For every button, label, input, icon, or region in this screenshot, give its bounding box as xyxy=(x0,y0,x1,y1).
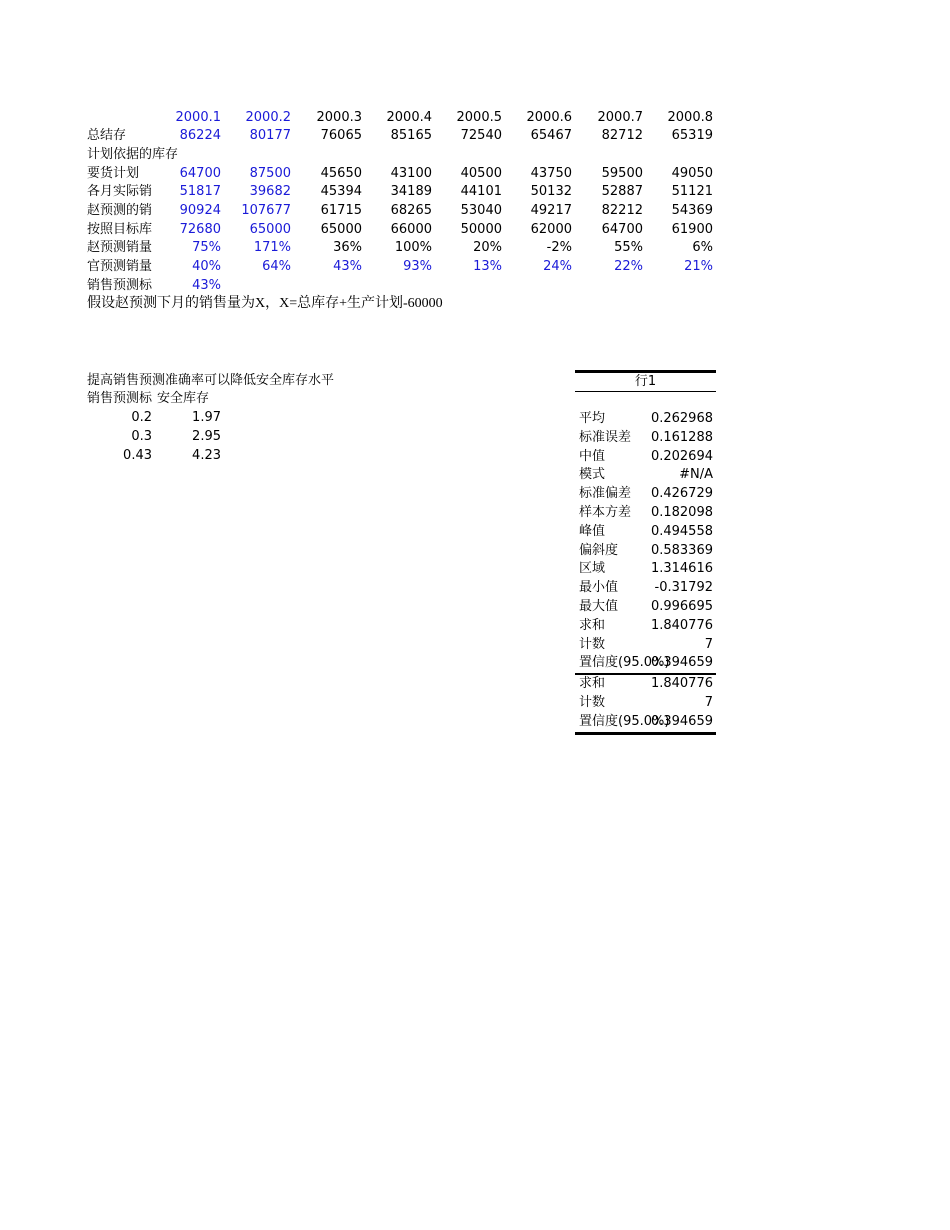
row-label[interactable]: 销售预测标 xyxy=(87,278,153,293)
row-label[interactable]: 赵预测销量 xyxy=(87,240,153,255)
assumption-text[interactable]: 假设赵预测下月的销售量为X，X=总库存+生产计划-60000 xyxy=(87,296,443,311)
table-row xyxy=(0,239,950,257)
table-row xyxy=(0,127,950,145)
stats-label[interactable]: 求和 xyxy=(579,676,606,692)
value-cell[interactable]: 61900 xyxy=(671,222,713,237)
note-text[interactable]: 提高销售预测准确率可以降低安全库存水平 xyxy=(87,373,335,388)
safety-header-row xyxy=(0,390,950,408)
table-row xyxy=(0,146,950,164)
stats-row xyxy=(575,617,716,636)
period-cell[interactable]: 2000.6 xyxy=(526,110,572,125)
stats-row xyxy=(575,410,716,429)
value-cell[interactable]: 65319 xyxy=(671,128,713,143)
period-cell[interactable]: 2000.5 xyxy=(456,110,502,125)
period-cell[interactable]: 2000.2 xyxy=(245,110,291,125)
value-cell[interactable]: 43750 xyxy=(530,166,572,181)
value-cell[interactable]: -2% xyxy=(546,240,572,255)
safety-header-a[interactable]: 销售预测标 xyxy=(87,391,153,406)
stats-value[interactable]: 0.426729 xyxy=(650,486,713,502)
value-cell[interactable]: 87500 xyxy=(249,166,291,181)
stats-extra-row xyxy=(575,694,716,713)
value-cell[interactable]: 65467 xyxy=(530,128,572,143)
stats-label[interactable]: 峰值 xyxy=(579,523,606,539)
stats-value[interactable]: 1.314616 xyxy=(650,561,713,577)
row-label[interactable]: 官预测销量 xyxy=(87,259,153,274)
stats-label[interactable]: 计数 xyxy=(579,694,606,710)
stats-value[interactable]: 1.840776 xyxy=(650,676,713,692)
stats-value[interactable]: #N/A xyxy=(679,467,713,483)
value-cell[interactable]: 54369 xyxy=(671,203,713,218)
value-cell[interactable]: 24% xyxy=(543,259,572,274)
period-cell[interactable]: 2000.3 xyxy=(316,110,362,125)
period-cell[interactable]: 2000.8 xyxy=(667,110,713,125)
stats-label[interactable]: 最小值 xyxy=(579,580,619,596)
value-cell[interactable]: 40% xyxy=(192,259,221,274)
stats-row xyxy=(575,523,716,542)
period-cell[interactable]: 2000.7 xyxy=(597,110,643,125)
stats-row xyxy=(575,636,716,655)
safety-b[interactable]: 1.97 xyxy=(192,410,221,425)
value-cell[interactable]: 171% xyxy=(253,240,291,255)
stats-label[interactable]: 最大值 xyxy=(579,598,619,614)
row-label[interactable]: 各月实际销 xyxy=(87,184,153,199)
value-cell[interactable]: 51817 xyxy=(179,184,221,199)
stats-value[interactable]: 0.583369 xyxy=(650,542,713,558)
stats-extra-row xyxy=(575,713,716,735)
row-label[interactable]: 总结存 xyxy=(87,128,127,143)
table-row xyxy=(0,221,950,239)
safety-row xyxy=(0,409,950,427)
value-cell[interactable]: 65000 xyxy=(249,222,291,237)
row-label[interactable]: 赵预测的销 xyxy=(87,203,153,218)
stats-row xyxy=(575,485,716,504)
stats-value[interactable]: 0.182098 xyxy=(650,504,713,520)
value-cell[interactable]: 51121 xyxy=(671,184,713,199)
period-cell[interactable]: 2000.4 xyxy=(386,110,432,125)
stats-value[interactable]: 0.262968 xyxy=(650,411,713,426)
value-cell[interactable]: 43% xyxy=(333,259,362,274)
value-cell[interactable]: 65000 xyxy=(320,222,362,237)
stats-label[interactable]: 标准偏差 xyxy=(579,486,632,502)
stats-value[interactable]: 7 xyxy=(704,694,713,710)
table-row xyxy=(0,258,950,276)
table-row xyxy=(0,165,950,183)
stats-row xyxy=(575,466,716,485)
value-cell[interactable]: 82212 xyxy=(601,203,643,218)
stats-label[interactable]: 样本方差 xyxy=(579,504,632,520)
row-label[interactable]: 计划依据的库存 xyxy=(87,147,179,162)
stats-label[interactable]: 中值 xyxy=(579,448,606,464)
stats-row xyxy=(575,542,716,561)
table-row xyxy=(0,202,950,220)
stats-value[interactable]: 0.202694 xyxy=(650,448,713,464)
safety-a[interactable]: 0.2 xyxy=(131,410,152,425)
value-cell[interactable]: 64% xyxy=(262,259,291,274)
safety-row xyxy=(0,447,950,465)
period-cell[interactable]: 2000.1 xyxy=(175,110,221,125)
stats-row xyxy=(575,598,716,617)
value-cell[interactable]: 64700 xyxy=(601,222,643,237)
value-cell[interactable]: 21% xyxy=(684,259,713,274)
stats-value[interactable]: 0.996695 xyxy=(650,598,713,614)
value-cell[interactable]: 55% xyxy=(614,240,643,255)
value-cell[interactable]: 85165 xyxy=(390,128,432,143)
value-cell[interactable]: 61715 xyxy=(320,203,362,218)
stats-label[interactable]: 置信度(95.0%) xyxy=(579,655,670,671)
value-cell[interactable]: 50132 xyxy=(530,184,572,199)
stats-row xyxy=(575,654,716,673)
value-cell[interactable]: 86224 xyxy=(179,128,221,143)
table-row xyxy=(0,183,950,201)
stats-value[interactable]: 1.840776 xyxy=(650,617,713,633)
value-cell[interactable]: 66000 xyxy=(390,222,432,237)
safety-a[interactable]: 0.43 xyxy=(123,448,152,463)
stats-spacer xyxy=(575,392,716,410)
value-cell[interactable]: 34189 xyxy=(390,184,432,199)
safety-b[interactable]: 4.23 xyxy=(192,448,221,463)
row-label[interactable]: 要货计划 xyxy=(87,166,140,181)
value-cell[interactable]: 72680 xyxy=(179,222,221,237)
value-cell[interactable]: 6% xyxy=(692,240,713,255)
stats-label[interactable]: 计数 xyxy=(579,636,606,652)
value-cell[interactable]: 43100 xyxy=(390,166,432,181)
stats-row xyxy=(575,579,716,598)
stats-value[interactable]: 0.394659 xyxy=(650,655,713,671)
stats-value[interactable]: 0.494558 xyxy=(650,523,713,539)
value-cell[interactable]: 52887 xyxy=(601,184,643,199)
stats-label[interactable]: 区域 xyxy=(579,561,606,577)
stats-extra-row xyxy=(575,673,716,694)
value-cell[interactable]: 50000 xyxy=(460,222,502,237)
value-cell[interactable]: 90924 xyxy=(179,203,221,218)
value-cell[interactable]: 22% xyxy=(614,259,643,274)
value-cell[interactable]: 39682 xyxy=(249,184,291,199)
value-cell[interactable]: 80177 xyxy=(249,128,291,143)
period-header-row xyxy=(0,109,950,127)
stats-value[interactable]: -0.31792 xyxy=(654,580,713,596)
value-cell[interactable]: 53040 xyxy=(460,203,502,218)
stats-label[interactable]: 标准误差 xyxy=(579,429,632,445)
value-cell[interactable]: 62000 xyxy=(530,222,572,237)
row-label[interactable]: 按照目标库 xyxy=(87,222,153,237)
value-cell[interactable]: 100% xyxy=(394,240,432,255)
value-cell[interactable]: 45650 xyxy=(320,166,362,181)
stats-label[interactable]: 置信度(95.0%) xyxy=(579,713,670,729)
stats-row xyxy=(575,504,716,523)
value-cell[interactable]: 72540 xyxy=(460,128,502,143)
stats-row xyxy=(575,448,716,467)
value-cell[interactable]: 68265 xyxy=(390,203,432,218)
stats-value[interactable]: 0.394659 xyxy=(650,713,713,729)
value-cell[interactable]: 36% xyxy=(333,240,362,255)
stats-table xyxy=(575,370,716,735)
value-cell[interactable]: 13% xyxy=(473,259,502,274)
value-cell[interactable]: 20% xyxy=(473,240,502,255)
stats-label[interactable]: 偏斜度 xyxy=(579,542,619,558)
value-cell[interactable]: 49217 xyxy=(530,203,572,218)
value-cell[interactable]: 40500 xyxy=(460,166,502,181)
stats-row xyxy=(575,560,716,579)
stats-label[interactable]: 平均 xyxy=(579,411,606,426)
safety-row xyxy=(0,428,950,446)
value-cell[interactable]: 82712 xyxy=(601,128,643,143)
safety-header-b[interactable]: 安全库存 xyxy=(157,391,210,406)
value-cell[interactable]: 45394 xyxy=(320,184,362,199)
value-cell[interactable]: 64700 xyxy=(179,166,221,181)
stats-row xyxy=(575,429,716,448)
table-row xyxy=(0,277,950,295)
value-cell[interactable]: 75% xyxy=(192,240,221,255)
safety-b[interactable]: 2.95 xyxy=(192,429,221,444)
value-cell[interactable]: 49050 xyxy=(671,166,713,181)
safety-a[interactable]: 0.3 xyxy=(131,429,152,444)
value-cell[interactable]: 44101 xyxy=(460,184,502,199)
value-cell[interactable]: 43% xyxy=(192,278,221,293)
value-cell[interactable]: 93% xyxy=(403,259,432,274)
stats-value[interactable]: 0.161288 xyxy=(650,429,713,445)
stats-label[interactable]: 模式 xyxy=(579,467,606,483)
stats-value[interactable]: 7 xyxy=(704,636,713,652)
value-cell[interactable]: 107677 xyxy=(241,203,291,218)
stats-label[interactable]: 求和 xyxy=(579,617,606,633)
value-cell[interactable]: 76065 xyxy=(320,128,362,143)
value-cell[interactable]: 59500 xyxy=(601,166,643,181)
stats-header[interactable]: 行1 xyxy=(575,370,716,392)
